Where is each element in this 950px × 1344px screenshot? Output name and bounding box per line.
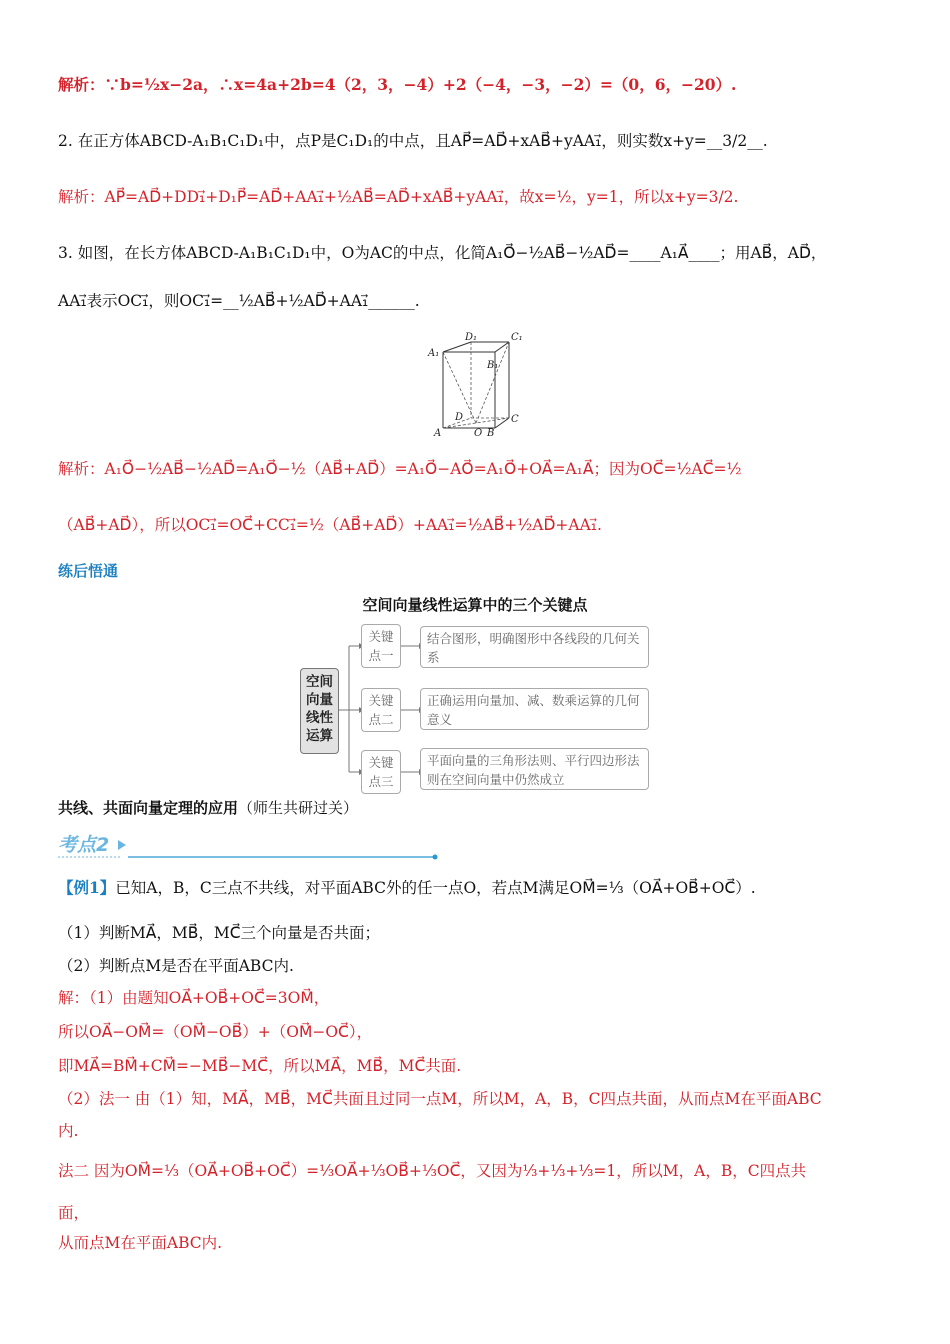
section-heading-title: 共线、共面向量定理的应用 <box>58 799 239 817</box>
play-icon <box>116 838 128 852</box>
example-sol-3: 即MA⃗=BM⃗+CM⃗=−MB⃗−MC⃗，所以MA⃗，MB⃗，MC⃗共面. <box>58 1057 462 1075</box>
label-D1: D₁ <box>465 332 478 343</box>
map-root <box>300 668 339 754</box>
example-stem-text: 已知A，B，C三点不共线，对平面ABC外的任一点O，若点M满足OM⃗=⅓（OA⃗+OB⃗+OC⃗）. <box>115 879 756 897</box>
example-sol-2: 所以OA⃗−OM⃗=（OM⃗−OB⃗）+（OM⃗−OC⃗）， <box>58 1023 373 1041</box>
example-sol-1: 解：（1）由题知OA⃗+OB⃗+OC⃗=3OM⃗， <box>58 989 330 1007</box>
example-stem <box>58 877 910 899</box>
solution-line-2: 解析：AP⃗=AD⃗+DD₁⃗+D₁P⃗=AD⃗+AA₁⃗+½AB⃗=AD⃗+xAB⃗+yAA₁⃗，故x=½，y=1，所以x+y=3/2. <box>58 188 739 206</box>
key-point-3-text: 平面向量的三角形法则、平行四边形法则在空间向量中仍然成立 <box>420 748 649 790</box>
example-sol-8: 从而点M在平面ABC内. <box>58 1234 223 1252</box>
key-point-2-text: 正确运用向量加、减、数乘运算的几何意义 <box>420 688 649 730</box>
key-point-1-label: 关键点一 <box>361 624 401 668</box>
section-heading-review: 练后悟通 <box>58 562 119 580</box>
example-sol-5: 内. <box>58 1122 79 1140</box>
label-A: A <box>434 428 442 439</box>
example-q1: （1）判断MA⃗，MB⃗，MC⃗三个向量是否共面； <box>58 924 381 942</box>
label-O: O <box>474 428 483 439</box>
key-point-1-text: 结合图形，明确图形中各线段的几何关系 <box>420 626 649 668</box>
problem-3-line-1: 3. 如图，在长方体ABCD-A₁B₁C₁D₁中，O为AC的中点，化简A₁O⃗−½AB⃗−½AD⃗=____A₁A⃗____；用AB⃗，AD⃗， <box>58 244 827 262</box>
label-B1: B₁ <box>487 360 499 371</box>
problem-2: 2. 在正方体ABCD-A₁B₁C₁D₁中，点P是C₁D₁的中点，且AP⃗=AD⃗+xAB⃗+yAA₁⃗，则实数x+y=__3/2__. <box>58 132 768 150</box>
example-q2: （2）判断点M是否在平面ABC内. <box>58 957 294 975</box>
map-title: 空间向量线性运算中的三个关键点 <box>362 596 588 614</box>
kaodian-label: 考点2 <box>58 834 110 856</box>
section-heading-application <box>58 797 358 818</box>
label-C: C <box>511 414 519 425</box>
key-point-3-label: 关键点三 <box>361 750 401 794</box>
map-root-label: 空间向量线性运算 <box>306 674 333 744</box>
example-sol-4: （2）法一 由（1）知，MA⃗，MB⃗，MC⃗共面且过同一点M，所以M，A，B，C四点共面，从而点M在平面ABC <box>58 1090 822 1108</box>
example-tag: 【例1】 <box>58 878 116 897</box>
kaodian-underline <box>58 852 440 862</box>
cuboid-figure <box>425 330 525 445</box>
label-B: B <box>487 428 495 439</box>
section-heading-note: （师生共研过关） <box>238 799 359 817</box>
label-D: D <box>455 412 464 423</box>
example-sol-6: 法二 因为OM⃗=⅓（OA⃗+OB⃗+OC⃗）=⅓OA⃗+⅓OB⃗+⅓OC⃗，又因为⅓+⅓+⅓=1，所以M，A，B，C四点共 <box>58 1162 807 1180</box>
label-C1: C₁ <box>511 332 523 343</box>
key-point-2-label: 关键点二 <box>361 688 401 732</box>
example-sol-7: 面， <box>58 1204 90 1222</box>
solution-line-3a: 解析：A₁O⃗−½AB⃗−½AD⃗=A₁O⃗−½（AB⃗+AD⃗）=A₁O⃗−AO⃗=A₁O⃗+OA⃗=A₁A⃗；因为OC⃗=½AC⃗=½ <box>58 460 742 478</box>
solution-line-1: 解析：∵b=½x−2a，∴x=4a+2b=4（2，3，−4）+2（−4，−3，−2）=（0，6，−20）. <box>58 75 737 94</box>
problem-3-line-2: AA₁⃗表示OC₁⃗，则OC₁⃗=__½AB⃗+½AD⃗+AA₁⃗______. <box>58 292 420 310</box>
label-A1: A₁ <box>428 348 440 359</box>
solution-line-3b: （AB⃗+AD⃗），所以OC₁⃗=OC⃗+CC₁⃗=½（AB⃗+AD⃗）+AA₁⃗=½AB⃗+½AD⃗+AA₁⃗. <box>58 516 602 534</box>
